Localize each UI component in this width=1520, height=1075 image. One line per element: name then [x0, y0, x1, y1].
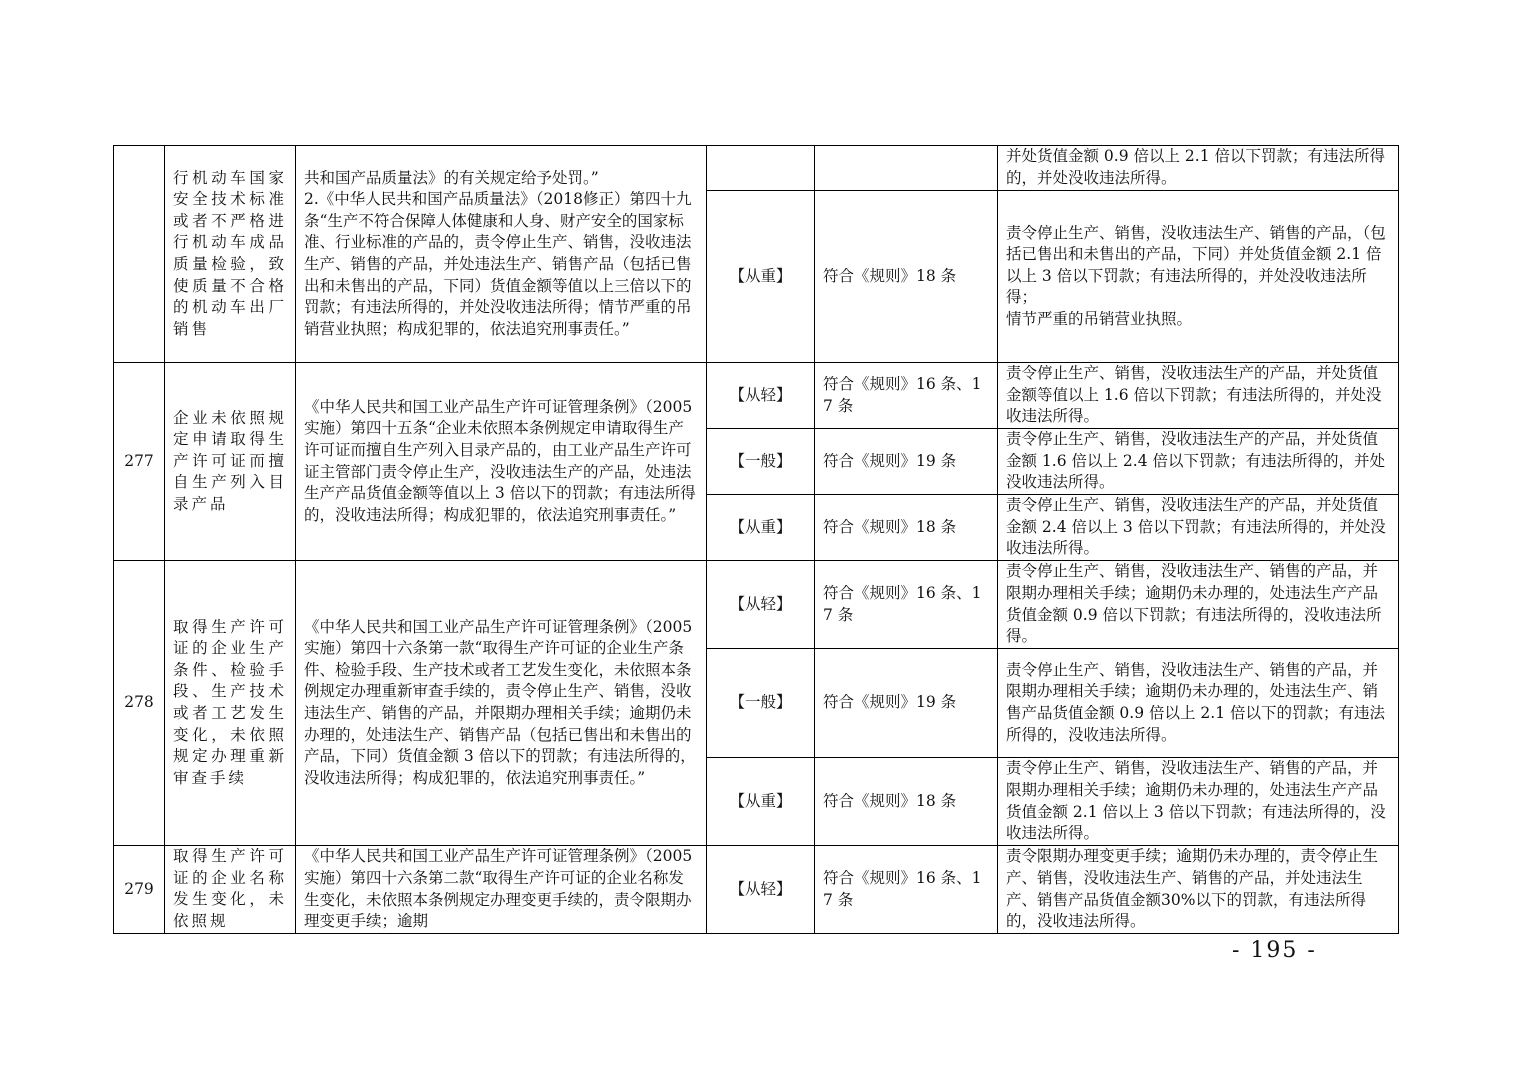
- violation-description: 企业未依照规定申请取得生产许可证而擅自生产列入目录产品: [165, 363, 296, 561]
- item-number: 278: [114, 561, 165, 846]
- penalty-standard: 责令停止生产、销售，没收违法生产、销售的产品，（包括已售出和未售出的产品，下同）并处货值金额 2.1 倍以上 3 倍以下罚款；有违法所得的，并处没收违法所得； 情节严重的吊销营业执照。: [998, 191, 1399, 363]
- applicable-rule: [815, 146, 998, 191]
- penalty-standard: 责令停止生产、销售，没收违法生产的产品，并处货值金额 2.4 倍以上 3 倍以下罚款；有违法所得的，并处没收违法所得。: [998, 495, 1399, 561]
- applicable-rule: 符合《规则》18 条: [815, 191, 998, 363]
- penalty-level: 【从重】: [707, 758, 815, 846]
- penalty-level: 【从重】: [707, 191, 815, 363]
- penalty-level: 【一般】: [707, 649, 815, 758]
- table-row: [114, 846, 1399, 934]
- penalty-standard: 并处货值金额 0.9 倍以上 2.1 倍以下罚款；有违法所得的，并处没收违法所得。: [998, 146, 1399, 191]
- legal-basis: 《中华人民共和国工业产品生产许可证管理条例》（2005实施）第四十六条第一款“取得生产许可证的企业生产条件、检验手段、生产技术或者工艺发生变化，未依照本条例规定办理重新审查手续的，责令停止生产、销售，没收违法生产、销售的产品，并限期办理相关手续；逾期仍未办理的，处违法生产、销售产品（包括已售出和未售出的产品，下同）货值金额 3 倍以下的罚款；有违法所得的，没收违法所得；构成犯罪的，依法追究刑事责任。”: [296, 561, 707, 846]
- penalty-level: 【一般】: [707, 429, 815, 495]
- legal-basis: [296, 146, 707, 363]
- applicable-rule: 符合《规则》19 条: [815, 649, 998, 758]
- applicable-rule: 符合《规则》19 条: [815, 429, 998, 495]
- legal-basis-text: 共和国产品质量法》的有关规定给予处罚。” 2.《中华人民共和国产品质量法》（2018修正）第四十九条“生产不符合保障人体健康和人身、财产安全的国家标准、行业标准的产品的，责令停止生产、销售，没收违法生产、销售的产品，并处违法生产、销售产品（包括已售出和未售出的产品，下同）货值金额等值以上三倍以下的罚款；有违法所得的，并处没收违法所得；情节严重的吊销营业执照；构成犯罪的，依法追究刑事责任。”: [304, 168, 692, 338]
- penalty-standard: 责令限期办理变更手续；逾期仍未办理的，责令停止生产、销售，没收违法生产、销售的产品，并处违法生产、销售产品货值金额30%以下的罚款，有违法所得的，没收违法所得。: [998, 846, 1399, 934]
- item-number: [114, 146, 165, 363]
- penalty-standard: 责令停止生产、销售，没收违法生产的产品，并处货值金额 1.6 倍以上 2.4 倍以下罚款；有违法所得的，并处没收违法所得。: [998, 429, 1399, 495]
- penalty-level: 【从轻】: [707, 846, 815, 934]
- penalty-standard: 责令停止生产、销售，没收违法生产、销售的产品，并限期办理相关手续；逾期仍未办理的，处违法生产、销售产品货值金额 0.9 倍以上 2.1 倍以下的罚款；有违法所得的，没收违法所得。: [998, 649, 1399, 758]
- table-row: [114, 561, 1399, 649]
- penalty-level: [707, 146, 815, 191]
- legal-basis: 《中华人民共和国工业产品生产许可证管理条例》（2005实施）第四十六条第二款“取得生产许可证的企业名称发生变化，未依照本条例规定办理变更手续的，责令限期办理变更手续；逾期: [296, 846, 707, 934]
- applicable-rule: 符合《规则》18 条: [815, 495, 998, 561]
- penalty-table: [113, 145, 1399, 934]
- penalty-standard: 责令停止生产、销售，没收违法生产、销售的产品，并限期办理相关手续；逾期仍未办理的，处违法生产产品货值金额 0.9 倍以下罚款；有违法所得的，没收违法所得。: [998, 561, 1399, 649]
- penalty-level: 【从轻】: [707, 363, 815, 429]
- violation-description: 行机动车国家安全技术标准或者不严格进行机动车成品质量检验，致使质量不合格的机动车出厂销售: [165, 146, 296, 363]
- item-number: 277: [114, 363, 165, 561]
- penalty-level: 【从重】: [707, 495, 815, 561]
- penalty-standard: 责令停止生产、销售，没收违法生产、销售的产品，并限期办理相关手续；逾期仍未办理的，处违法生产产品货值金额 2.1 倍以上 3 倍以下罚款；有违法所得的，没收违法所得。: [998, 758, 1399, 846]
- page-number: - 195 -: [1232, 938, 1317, 963]
- item-number: 279: [114, 846, 165, 934]
- violation-description: 取得生产许可证的企业名称发生变化，未依照规: [165, 846, 296, 934]
- applicable-rule: 符合《规则》16 条、17 条: [815, 561, 998, 649]
- penalty-standard: 责令停止生产、销售，没收违法生产的产品，并处货值金额等值以上 1.6 倍以下罚款；有违法所得的，并处没收违法所得。: [998, 363, 1399, 429]
- table-row: [114, 363, 1399, 429]
- table-row: [114, 146, 1399, 191]
- legal-basis: 《中华人民共和国工业产品生产许可证管理条例》（2005实施）第四十五条“企业未依照本条例规定申请取得生产许可证而擅自生产列入目录产品的，由工业产品生产许可证主管部门责令停止生产，没收违法生产的产品，处违法生产产品货值金额等值以上 3 倍以下的罚款；有违法所得的，没收违法所得；构成犯罪的，依法追究刑事责任。”: [296, 363, 707, 561]
- applicable-rule: 符合《规则》16 条、17 条: [815, 846, 998, 934]
- penalty-level: 【从轻】: [707, 561, 815, 649]
- violation-description: 取得生产许可证的企业生产条件、检验手段、生产技术或者工艺发生变化，未依照规定办理重新审查手续: [165, 561, 296, 846]
- applicable-rule: 符合《规则》16 条、17 条: [815, 363, 998, 429]
- applicable-rule: 符合《规则》18 条: [815, 758, 998, 846]
